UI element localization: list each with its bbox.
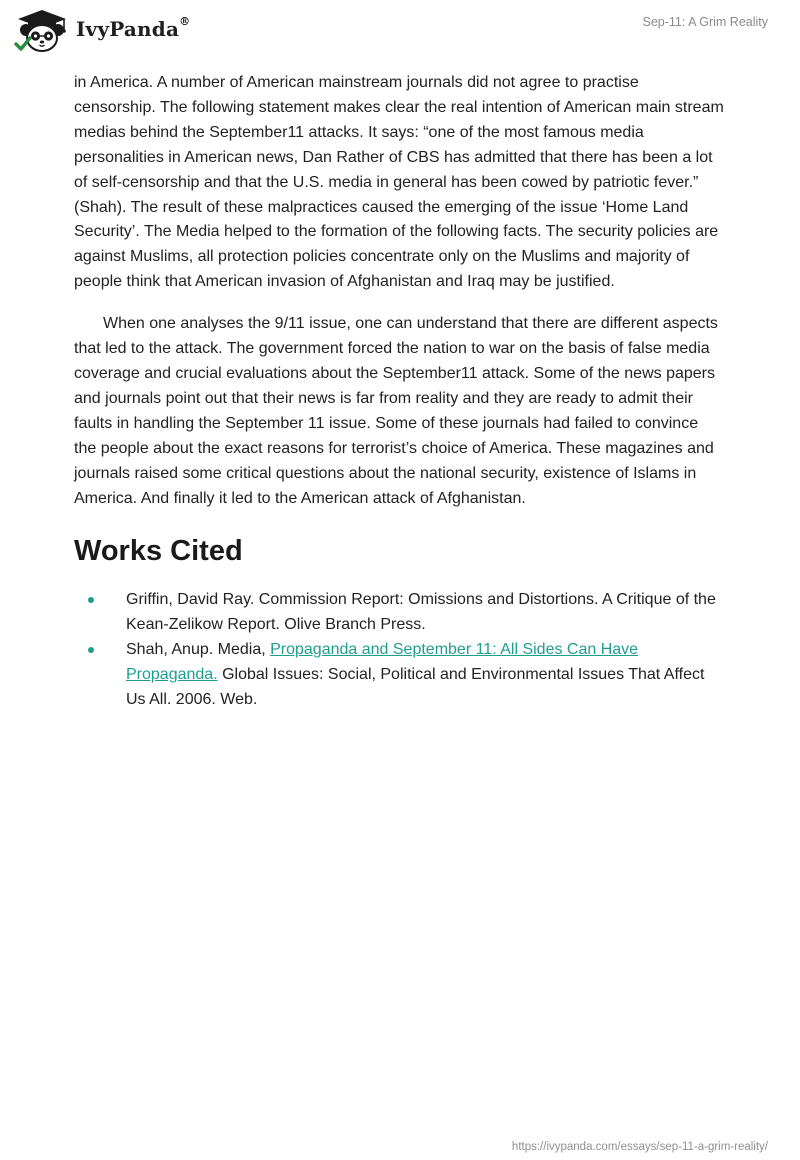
- citation-item: [74, 588, 724, 638]
- works-cited-heading: Works Cited: [74, 535, 243, 568]
- body-paragraph: in America. A number of American mainstream journals did not agree to practise censorship. The following statement makes clear the real intention of American main stream medias behind the September11 attacks. It says: “one of the most famous media personalities in American news, Dan Rather of CBS has admitted that there has been a lot of self-censorship and that the U.S. media in general has been cowed by patriotic fever.” (Shah). The result of these malpractices caused the emerging of the issue ‘Home Land Security’. The Media helped to the formation of the following facts. The security policies are against Muslims, all protection policies concentrate only on the Muslims and majority of people think that American invasion of Afghanistan and Iraq may be justified.: [74, 74, 724, 291]
- panda-graduate-icon: [14, 8, 70, 54]
- ivypanda-logo[interactable]: [14, 8, 190, 54]
- citation-text-after: Global Issues: Social, Political and Environmental Issues That Affect Us All. 2006. Web.: [126, 666, 705, 709]
- body-paragraph: When one analyses the 9/11 issue, one can understand that there are different aspects that led to the attack. The government forced the nation to war on the basis of false media coverage and crucial evaluations about the September11 attack. Some of the news papers and journals point out that their news is far from reality and they are ready to admit their faults in handling the September 11 issue. Some of these journals had failed to convince the people about the exact reasons for terrorist’s choice of America. These magazines and journals raised some critical questions about the national security, existence of Islams in America. And finally it led to the American attack of Afghanistan.: [74, 315, 718, 507]
- essay-content: [74, 71, 724, 713]
- brand-name: IvyPanda®: [76, 15, 191, 41]
- page-header: [0, 0, 800, 70]
- citation-link[interactable]: Propaganda and September 11: All Sides Can Have Propaganda.: [126, 641, 639, 684]
- bullet-icon: [88, 647, 94, 653]
- bullet-icon: [88, 597, 94, 603]
- citation-item: [74, 638, 724, 713]
- registered-mark: ®: [179, 15, 191, 29]
- document-title: Sep-11: A Grim Reality: [642, 15, 768, 29]
- citation-text: Griffin, David Ray. Commission Report: Omissions and Distortions. A Critique of the Kean-Zelikow Report. Olive Branch Press.: [126, 591, 716, 634]
- source-url[interactable]: https://ivypanda.com/essays/sep-11-a-grim-reality/: [511, 1141, 768, 1153]
- citation-text-before: Shah, Anup. Media,: [126, 641, 271, 659]
- works-cited-list: [74, 588, 724, 713]
